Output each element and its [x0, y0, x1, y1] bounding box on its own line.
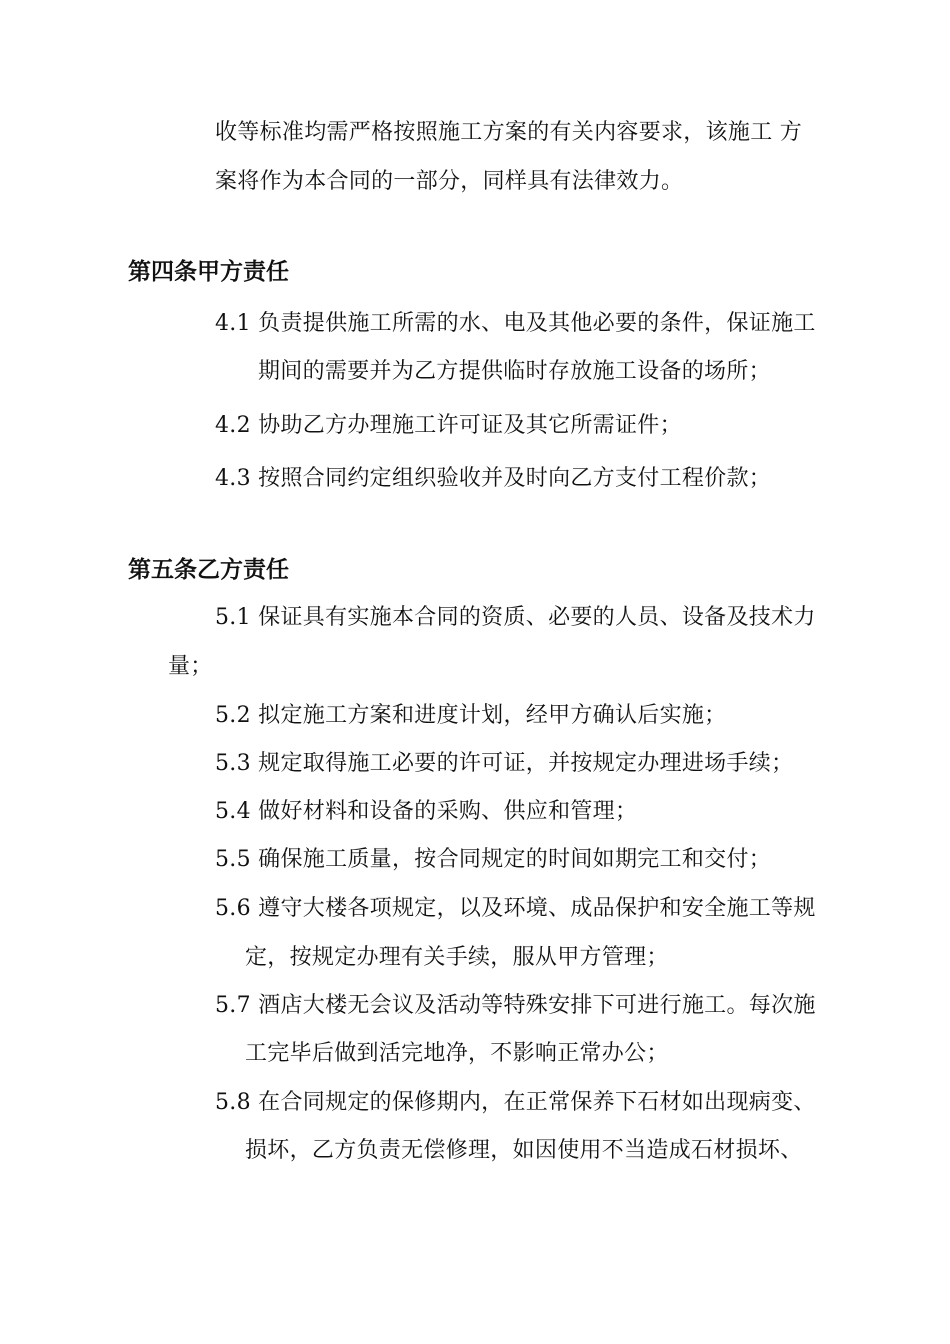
article-5-item-6-line-1: 5.6 遵守大楼各项规定，以及环境、成品保护和安全施工等规	[215, 896, 816, 921]
article-5-item-7-line-1: 5.7 酒店大楼无会议及活动等特殊安排下可进行施工。每次施	[215, 993, 816, 1018]
article-5-heading: 第五条乙方责任	[128, 557, 289, 583]
article-4-item-2: 4.2 协助乙方办理施工许可证及其它所需证件；	[215, 413, 682, 438]
article-5-item-1-line-1: 5.1 保证具有实施本合同的资质、必要的人员、设备及技术力	[215, 605, 816, 630]
intro-line-1: 收等标准均需严格按照施工方案的有关内容要求，该施工 方	[215, 120, 803, 145]
intro-line-2: 案将作为本合同的一部分，同样具有法律效力。	[215, 169, 684, 194]
article-5-item-4: 5.4 做好材料和设备的采购、供应和管理；	[215, 799, 638, 824]
article-5-item-8-line-2: 损坏，乙方负责无偿修理，如因使用不当造成石材损坏、	[245, 1138, 803, 1163]
article-4-item-1-line-1: 4.1 负责提供施工所需的水、电及其他必要的条件，保证施工	[215, 311, 816, 336]
article-5-item-7-line-2: 工完毕后做到活完地净，不影响正常办公；	[245, 1041, 669, 1066]
article-5-item-2: 5.2 拟定施工方案和进度计划，经甲方确认后实施；	[215, 703, 727, 728]
article-4-item-1-line-2: 期间的需要并为乙方提供临时存放施工设备的场所；	[258, 359, 771, 384]
article-5-item-8-line-1: 5.8 在合同规定的保修期内，在正常保养下石材如出现病变、	[215, 1090, 816, 1115]
article-5-item-1-line-2: 量；	[168, 654, 213, 679]
article-4-item-3: 4.3 按照合同约定组织验收并及时向乙方支付工程价款；	[215, 466, 772, 491]
article-5-item-3: 5.3 规定取得施工必要的许可证，并按规定办理进场手续；	[215, 751, 794, 776]
article-5-item-6-line-2: 定，按规定办理有关手续，服从甲方管理；	[245, 945, 669, 970]
article-5-item-5: 5.5 确保施工质量，按合同规定的时间如期完工和交付；	[215, 847, 772, 872]
article-4-heading: 第四条甲方责任	[128, 259, 289, 285]
